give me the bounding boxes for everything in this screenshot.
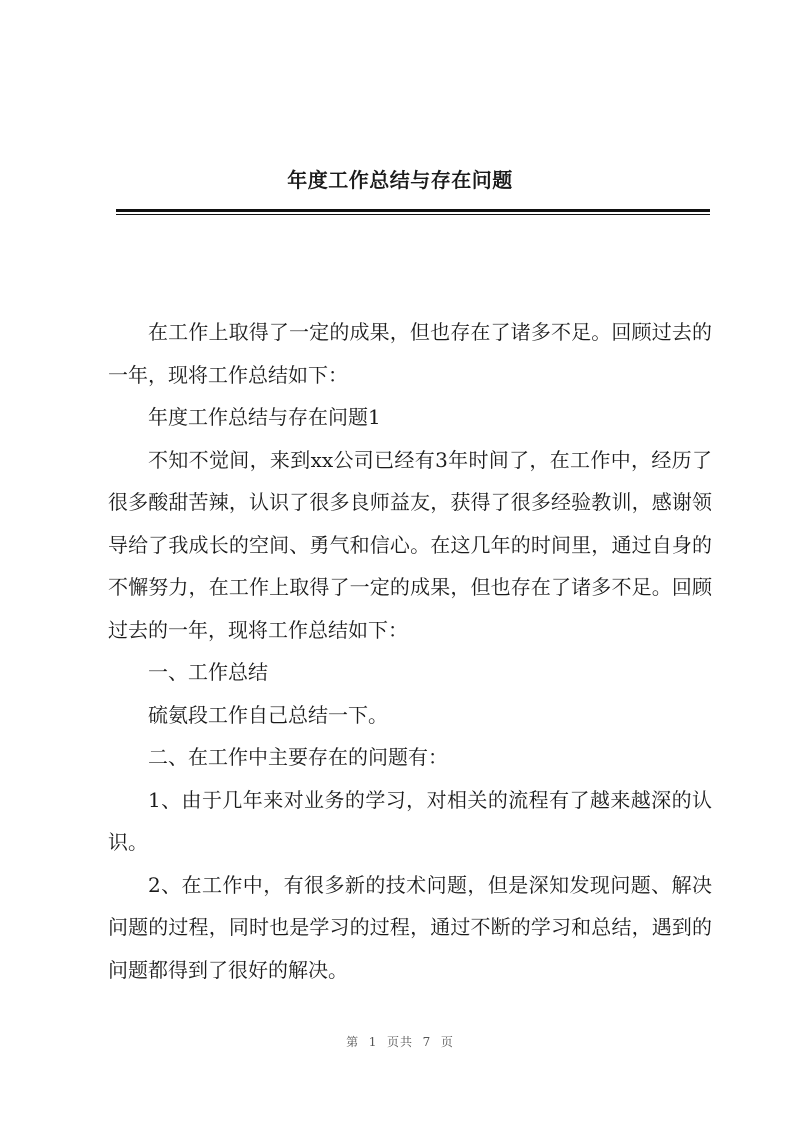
paragraph-main: 不知不觉间，来到xx公司已经有3年时间了，在工作中，经历了很多酸甜苦辣，认识了很多良师益友，获得了很多经验教训，感谢领导给了我成长的空间、勇气和信心。在这几年的时间里，通过自身的不懈努力，在工作上取得了一定的成果，但也存在了诸多不足。回顾过去的一年，现将工作总结如下：	[108, 447, 712, 642]
page-number-footer: 第 1 页共 7 页	[346, 1035, 454, 1049]
title-underline-thin	[116, 214, 710, 215]
document-title: 年度工作总结与存在问题	[287, 168, 513, 192]
paragraph-item-2: 2、在工作中，有很多新的技术问题，但是深知发现问题、解决问题的过程，同时也是学习的过程，通过不断的学习和总结，遇到的问题都得到了很好的解决。	[108, 872, 712, 982]
paragraph-summary-note: 硫氨段工作自己总结一下。	[148, 702, 388, 727]
document-body	[108, 311, 712, 991]
paragraph-item-1: 1、由于几年来对业务的学习，对相关的流程有了越来越深的认识。	[108, 787, 712, 854]
heading-work-summary: 一、工作总结	[148, 660, 268, 684]
heading-problems: 二、在工作中主要存在的问题有：	[148, 745, 448, 769]
title-underline-thick	[116, 209, 710, 212]
paragraph-intro: 在工作上取得了一定的成果，但也存在了诸多不足。回顾过去的一年，现将工作总结如下：	[108, 320, 712, 387]
paragraph-subtitle: 年度工作总结与存在问题1	[148, 405, 381, 429]
